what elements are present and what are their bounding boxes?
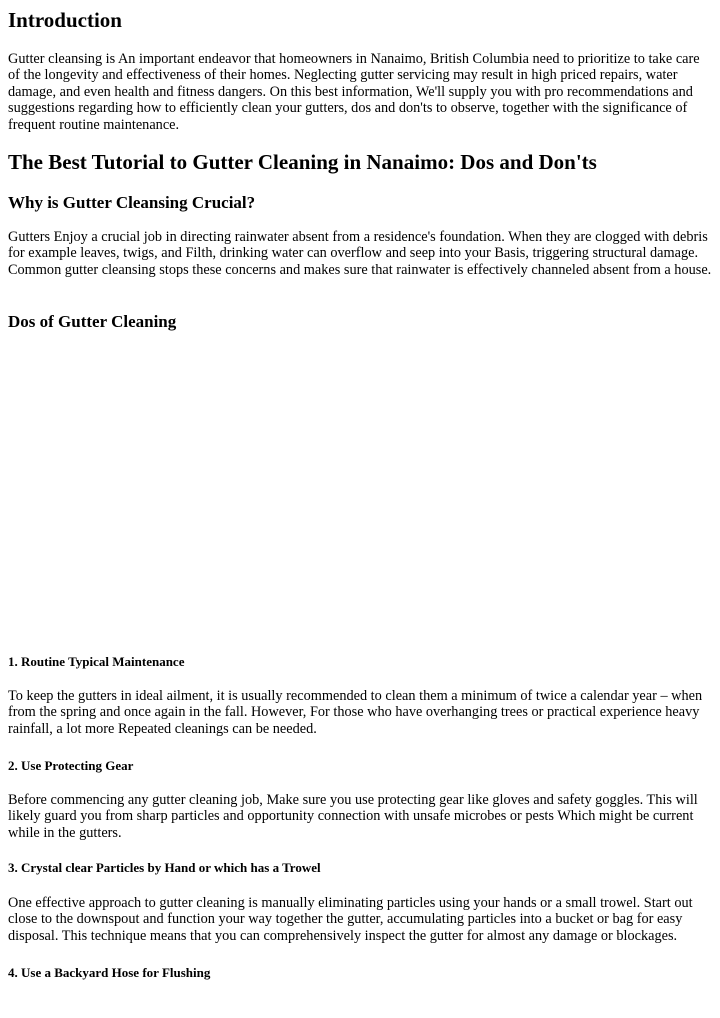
dos-item-3-heading: 3. Crystal clear Particles by Hand or which has a Trowel — [8, 860, 321, 875]
intro-heading: Introduction — [8, 8, 122, 32]
dos-item-2-heading: 2. Use Protecting Gear — [8, 758, 134, 773]
dos-item-1-paragraph: To keep the gutters in ideal ailment, it is usually recommended to clean them a minimum of twice a calendar year – when from the spring and once again in the fall. However, For those who have overhanging trees or practical experience heavy rainfall, a lot more Repeated cleanings can be needed. — [8, 688, 703, 737]
dos-item-1-heading: 1. Routine Typical Maintenance — [8, 654, 185, 669]
article-title: The Best Tutorial to Gutter Cleaning in Nanaimo: Dos and Don'ts — [8, 150, 597, 174]
intro-paragraph: Gutter cleansing is An important endeavor that homeowners in Nanaimo, British Columbia need to prioritize to take care of the longevity and effectiveness of their homes. Neglecting gutter servicing may result in high priced repairs, water damage, and even health and fitness dangers. On this best information, We'll supply you with pro recommendations and suggestions regarding how to efficiently clean your gutters, dos and don'ts to observe, together with the significance of frequent routine maintenance. — [8, 51, 700, 133]
dos-heading: Dos of Gutter Cleaning — [8, 312, 177, 331]
why-paragraph: Gutters Enjoy a crucial job in directing rainwater absent from a residence's foundation. When they are clogged with debris for example leaves, twigs, and Filth, drinking water can overflow and seep into your Basis, triggering structural damage. Common gutter cleansing stops these concerns and makes sure that rainwater is effectively channeled absent from a house. — [8, 229, 712, 278]
dos-item-4-heading: 4. Use a Backyard Hose for Flushing — [8, 965, 211, 980]
dos-item-3-paragraph: One effective approach to gutter cleaning is manually eliminating particles using your hands or a small trowel. Start out close to the downspout and function your way together the gutter, accumulating particles into a bucket or bag for easy disposal. This technique means that you can comprehensively inspect the gutter for almost any damage or blockages. — [8, 895, 693, 944]
dos-item-2-paragraph: Before commencing any gutter cleaning job, Make sure you use protecting gear like gloves and safety goggles. This will likely guard you from sharp particles and opportunity connection with unsafe microbes or pests Which might be current while in the gutters. — [8, 792, 698, 841]
blank-image-area — [8, 336, 714, 636]
why-heading: Why is Gutter Cleansing Crucial? — [8, 193, 256, 212]
